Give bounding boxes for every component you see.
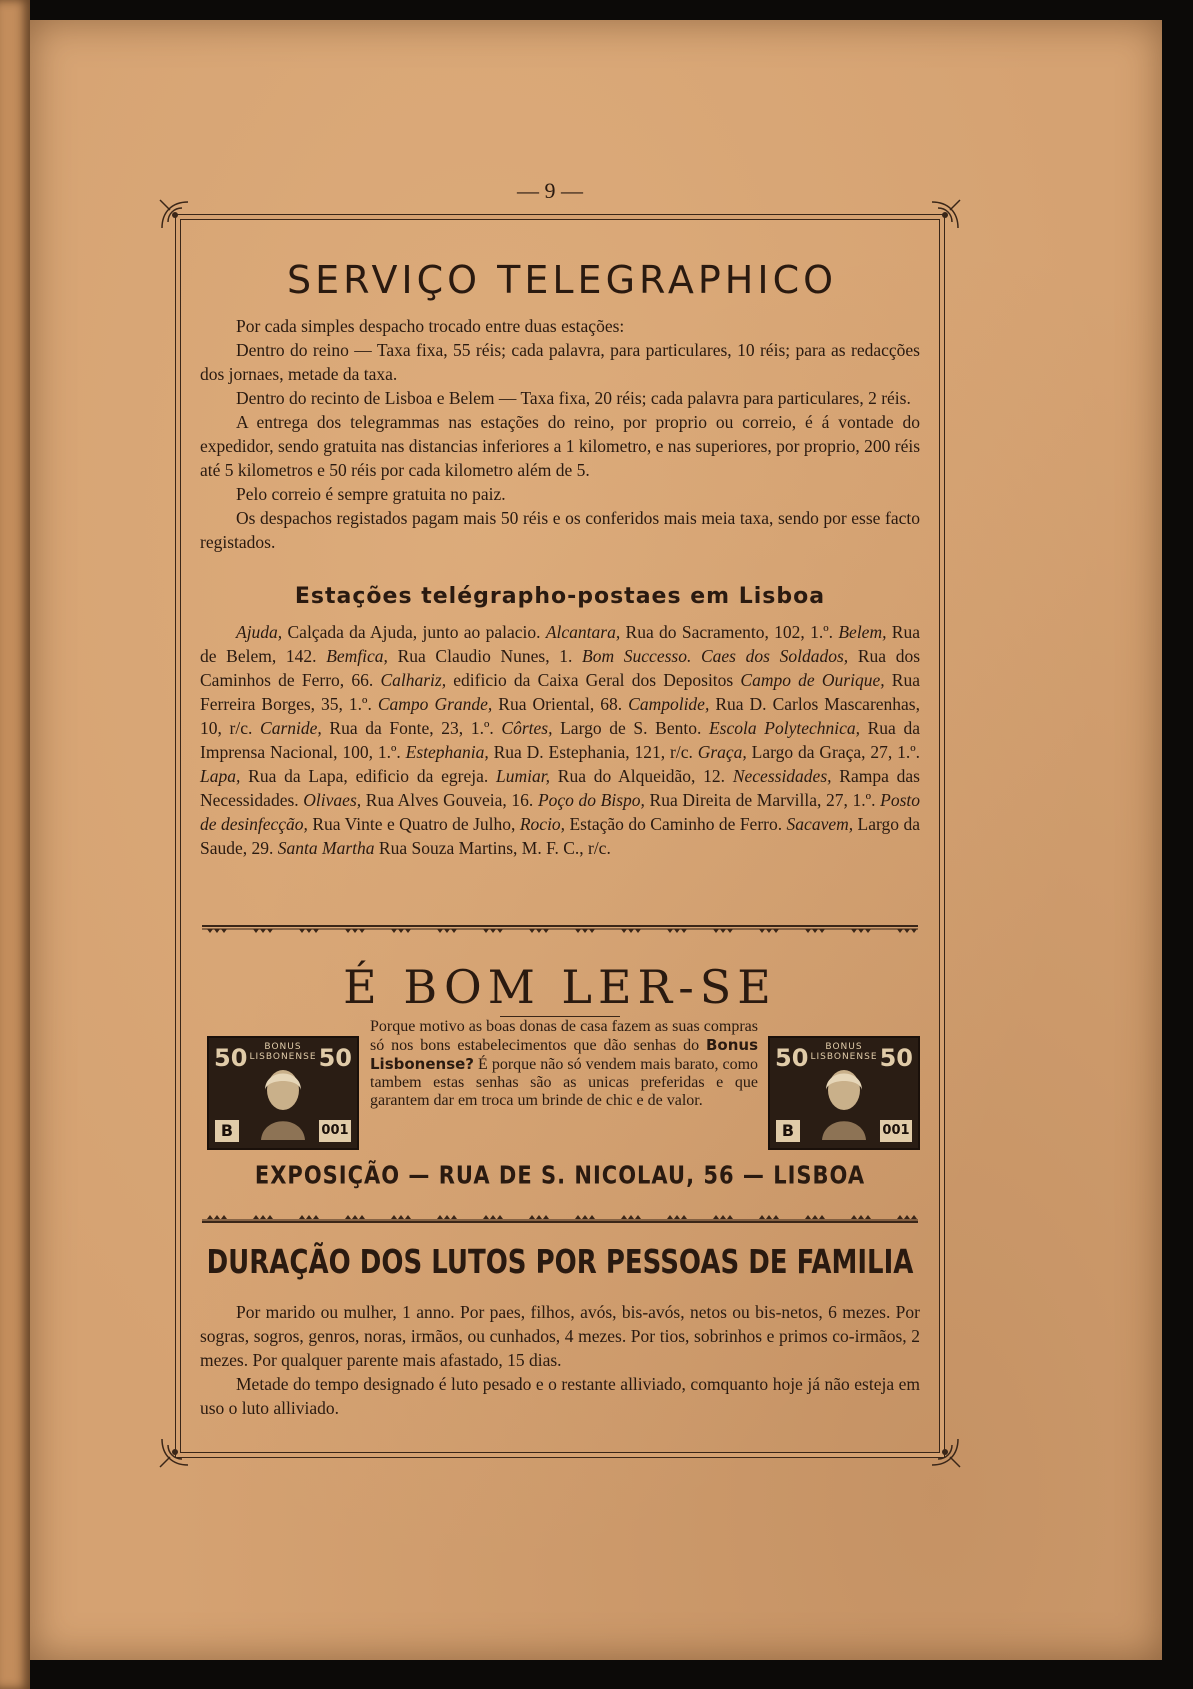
rule-ornament bbox=[589, 929, 595, 933]
corner-ornament-icon bbox=[928, 198, 962, 232]
station-name: Olivaes, bbox=[303, 790, 362, 810]
corner-ornament-icon bbox=[158, 198, 192, 232]
advert-text-before: Porque motivo as boas donas de casa fazem as suas compras só nos bons estabelecimentos que dão senhas do bbox=[370, 1018, 758, 1054]
rule-ornament bbox=[759, 1215, 765, 1219]
rule-ornament bbox=[681, 1215, 687, 1219]
section-title-stations: Estações telégrapho-postaes em Lisboa bbox=[294, 584, 826, 609]
rule-ornament bbox=[483, 929, 489, 933]
paragraph: Por marido ou mulher, 1 anno. Por paes, filhos, avós, bis-avós, netos ou bis-netos, 6 mezes. Por sogras, sogros, genros, noras, irmãos, ou cunhados, 4 mezes. Por tios, sobrinhos e primos co-irmãos, 2 mezes. Por qualquer parente mais afastado, 15 dias. bbox=[200, 1302, 920, 1370]
rule-ornament bbox=[713, 1215, 719, 1219]
rule-ornament bbox=[720, 929, 726, 933]
rule-ornament bbox=[536, 1215, 542, 1219]
rule-ornament bbox=[667, 1215, 673, 1219]
rule-ornament bbox=[582, 929, 588, 933]
decorative-rule bbox=[202, 925, 918, 933]
station-address: Rua Claudio Nunes, 1. bbox=[387, 646, 583, 666]
advert-title: É BOM LER-SE bbox=[343, 960, 777, 1014]
rule-ornament bbox=[681, 929, 687, 933]
paragraph: Metade do tempo designado é luto pesado e o restante alliviado, comquanto hoje já não esteja em uso o luto alliviado. bbox=[200, 1374, 920, 1418]
station-address: Calçada da Ajuda, junto ao palacio. bbox=[282, 622, 546, 642]
rule-ornament bbox=[635, 929, 641, 933]
rule-ornament bbox=[628, 929, 634, 933]
rule-ornament bbox=[253, 929, 259, 933]
rule-ornament bbox=[306, 1215, 312, 1219]
stamp-number: 001 bbox=[319, 1120, 351, 1142]
rule-ornament bbox=[437, 929, 443, 933]
stations-paragraph bbox=[200, 620, 920, 860]
station-address: Rua de Belem, 142. bbox=[200, 622, 920, 666]
station-name: Côrtes, bbox=[501, 718, 553, 738]
rule-ornament bbox=[851, 1215, 857, 1219]
rule-ornament bbox=[667, 929, 673, 933]
station-name: Belem, bbox=[838, 622, 887, 642]
rule-ornament bbox=[897, 1215, 903, 1219]
rule-ornament bbox=[674, 929, 680, 933]
rule-ornament bbox=[260, 929, 266, 933]
rule-ornament bbox=[207, 929, 213, 933]
station-name: Lumiar, bbox=[496, 766, 551, 786]
rule-ornament bbox=[858, 1215, 864, 1219]
rule-ornament bbox=[497, 1215, 503, 1219]
paragraph: Por cada simples despacho trocado entre duas estações: bbox=[236, 316, 625, 336]
rule-ornament bbox=[621, 929, 627, 933]
rule-ornament bbox=[490, 929, 496, 933]
station-address: Rua D. Estephania, 121, r/c. bbox=[488, 742, 698, 762]
rule-ornament bbox=[221, 929, 227, 933]
section-title-telegraph: SERVIÇO TELEGRAPHICO bbox=[286, 258, 838, 302]
rule-ornament bbox=[865, 929, 871, 933]
station-name: Carnide, bbox=[260, 718, 322, 738]
rule-ornament bbox=[713, 929, 719, 933]
station-address: Rua do Alqueidão, 12. bbox=[550, 766, 733, 786]
rule-ornament bbox=[444, 1215, 450, 1219]
rule-ornament bbox=[359, 929, 365, 933]
stamp-value: 50 bbox=[775, 1044, 809, 1072]
stamp-number: 001 bbox=[880, 1120, 912, 1142]
station-address: Rua do Sacramento, 102, 1.º. bbox=[620, 622, 839, 642]
rule-ornament bbox=[621, 1215, 627, 1219]
station-name: Bom Successo. Caes dos Soldados, bbox=[582, 646, 849, 666]
section-title-mourning: DURAÇÃO DOS LUTOS POR PESSOAS DE FAMILIA bbox=[206, 1244, 914, 1282]
rule-ornament bbox=[911, 929, 917, 933]
rule-ornament bbox=[805, 929, 811, 933]
rule-ornament bbox=[267, 1215, 273, 1219]
rule-ornament bbox=[759, 929, 765, 933]
telegraph-text bbox=[200, 314, 920, 554]
station-address: Rua Ferreira Borges, 35, 1.º. bbox=[200, 670, 920, 714]
rule-ornament bbox=[766, 929, 772, 933]
station-address: Rua dos Caminhos de Ferro, 66. bbox=[200, 646, 921, 690]
rule-ornament bbox=[720, 1215, 726, 1219]
corner-ornament-icon bbox=[158, 1435, 192, 1469]
rule-ornament bbox=[345, 929, 351, 933]
rule-ornament bbox=[904, 1215, 910, 1219]
rule-ornament bbox=[897, 929, 903, 933]
rule-ornament bbox=[306, 929, 312, 933]
paragraph: A entrega dos telegrammas nas estações do reino, por proprio ou correio, é á vontade do expedidor, sendo gratuita nas distancias inferiores a 1 kilometro, e nas superiores, por proprio, 200 réis até 5 kilometros e 50 réis por cada kilometro além de 5. bbox=[200, 412, 921, 480]
rule-ornament bbox=[858, 929, 864, 933]
rule-ornament bbox=[727, 1215, 733, 1219]
decorative-rule bbox=[202, 1215, 918, 1223]
station-address: Rua da Fonte, 23, 1.º. bbox=[321, 718, 502, 738]
rule-ornament bbox=[812, 929, 818, 933]
paragraph: Os despachos registados pagam mais 50 réis e os conferidos mais meia taxa, sendo por esse facto registados. bbox=[200, 508, 920, 552]
rule-ornament bbox=[497, 929, 503, 933]
rule-ornament bbox=[589, 1215, 595, 1219]
rule-ornament bbox=[207, 1215, 213, 1219]
rule-ornament bbox=[628, 1215, 634, 1219]
rule-ornament bbox=[773, 929, 779, 933]
rule-ornament bbox=[773, 1215, 779, 1219]
station-name: Campo Grande, bbox=[377, 694, 493, 714]
rule-ornament bbox=[674, 1215, 680, 1219]
mourning-text bbox=[200, 1300, 920, 1420]
rule-ornament bbox=[529, 1215, 535, 1219]
divider bbox=[500, 1016, 620, 1017]
binding-edge bbox=[0, 0, 30, 1689]
rule-ornament bbox=[398, 929, 404, 933]
station-name: Bemfica, bbox=[326, 646, 388, 666]
station-name: Graça, bbox=[697, 742, 747, 762]
rule-ornament bbox=[253, 1215, 259, 1219]
rule-ornament bbox=[904, 929, 910, 933]
station-address: Rua Vinte e Quatro de Julho, bbox=[307, 814, 520, 834]
station-name: Alcantara, bbox=[545, 622, 621, 642]
paragraph: Dentro do recinto de Lisboa e Belem — Taxa fixa, 20 réis; cada palavra para particulares, 2 réis. bbox=[236, 388, 911, 408]
rule-ornament bbox=[851, 929, 857, 933]
rule-ornament bbox=[352, 1215, 358, 1219]
rule-ornament bbox=[391, 1215, 397, 1219]
rule-ornament bbox=[635, 1215, 641, 1219]
station-address: Estação do Caminho de Ferro. bbox=[565, 814, 787, 834]
station-address: Rua Direita de Marvilla, 27, 1.º. bbox=[644, 790, 881, 810]
station-name: Santa Martha bbox=[277, 838, 375, 858]
rule-ornament bbox=[451, 929, 457, 933]
rule-ornament bbox=[766, 1215, 772, 1219]
portrait-icon bbox=[253, 1060, 313, 1140]
station-name: Posto de desinfecção, bbox=[200, 790, 921, 834]
station-address: Rua da Imprensa Nacional, 100, 1.º. bbox=[200, 718, 920, 762]
rule-ornament bbox=[819, 929, 825, 933]
rule-ornament bbox=[483, 1215, 489, 1219]
stamp-image bbox=[768, 1036, 920, 1150]
rule-ornament bbox=[299, 929, 305, 933]
rule-ornament bbox=[911, 1215, 917, 1219]
rule-ornament bbox=[812, 1215, 818, 1219]
station-name: Estephania, bbox=[405, 742, 489, 762]
advert-text-after: É porque não só vendem mais barato, como tambem estas senhas são as unicas preferidas e que garantem dar em troca um brinde de chic e de valor. bbox=[370, 1056, 759, 1109]
rule-ornament bbox=[490, 1215, 496, 1219]
page-number: — 9 — bbox=[517, 178, 583, 203]
rule-ornament bbox=[444, 929, 450, 933]
station-address: Largo da Graça, 27, 1.º. bbox=[746, 742, 921, 762]
rule-ornament bbox=[575, 929, 581, 933]
advert-brand: Bonus Lisbonense? bbox=[370, 1036, 759, 1073]
rule-ornament bbox=[391, 929, 397, 933]
station-name: Calhariz, bbox=[380, 670, 447, 690]
station-address: Rua Oriental, 68. bbox=[492, 694, 629, 714]
rule-ornament bbox=[313, 929, 319, 933]
rule-ornament bbox=[536, 929, 542, 933]
station-name: Sacavem, bbox=[786, 814, 854, 834]
rule-ornament bbox=[582, 1215, 588, 1219]
rule-ornament bbox=[575, 1215, 581, 1219]
rule-ornament bbox=[345, 1215, 351, 1219]
stamp-letter: B bbox=[215, 1120, 239, 1142]
rule-ornament bbox=[543, 929, 549, 933]
station-address: Rua Souza Martins, M. F. C., r/c. bbox=[374, 838, 611, 858]
rule-ornament bbox=[865, 1215, 871, 1219]
rule-ornament bbox=[267, 929, 273, 933]
rule-ornament bbox=[451, 1215, 457, 1219]
stamp-letter: B bbox=[776, 1120, 800, 1142]
stations-list bbox=[200, 620, 920, 860]
stamp-value: 50 bbox=[318, 1044, 352, 1072]
rule-ornament bbox=[260, 1215, 266, 1219]
stamp-value: 50 bbox=[214, 1044, 248, 1072]
station-name: Escola Polytechnica, bbox=[708, 718, 860, 738]
rule-ornament bbox=[529, 929, 535, 933]
station-name: Campolide, bbox=[628, 694, 710, 714]
rule-ornament bbox=[313, 1215, 319, 1219]
station-address: Rua Alves Gouveia, 16. bbox=[361, 790, 538, 810]
rule-ornament bbox=[819, 1215, 825, 1219]
station-address: Largo de S. Bento. bbox=[552, 718, 709, 738]
advert-text bbox=[370, 1018, 758, 1110]
stamp-value: 50 bbox=[879, 1044, 913, 1072]
rule-ornament bbox=[214, 929, 220, 933]
station-name: Rocio, bbox=[519, 814, 566, 834]
rule-ornament bbox=[398, 1215, 404, 1219]
station-name: Necessidades, bbox=[732, 766, 832, 786]
rule-ornament bbox=[359, 1215, 365, 1219]
rule-ornament bbox=[214, 1215, 220, 1219]
rule-ornament bbox=[405, 929, 411, 933]
station-address: edificio da Caixa Geral dos Depositos bbox=[446, 670, 741, 690]
paragraph: Dentro do reino — Taxa fixa, 55 réis; cada palavra, para particulares, 10 réis; para as redacções dos jornaes, metade da taxa. bbox=[200, 340, 920, 384]
rule-ornament bbox=[405, 1215, 411, 1219]
station-name: Poço do Bispo, bbox=[537, 790, 645, 810]
rule-ornament bbox=[352, 929, 358, 933]
station-address: Largo da Saude, 29. bbox=[200, 814, 920, 858]
rule-ornament bbox=[543, 1215, 549, 1219]
corner-ornament-icon bbox=[928, 1435, 962, 1469]
station-address: Rua D. Carlos Mascarenhas, 10, r/c. bbox=[200, 694, 920, 738]
paragraph: Pelo correio é sempre gratuita no paiz. bbox=[236, 484, 506, 504]
rule-ornament bbox=[221, 1215, 227, 1219]
stamp-arc-text: BONUS LISBONENSE bbox=[810, 1042, 878, 1062]
station-name: Ajuda, bbox=[236, 622, 283, 642]
exposition-address: EXPOSIÇÃO — RUA DE S. NICOLAU, 56 — LISBOA bbox=[254, 1160, 866, 1190]
station-address: Rampa das Necessidades. bbox=[200, 766, 920, 810]
station-address: Rua da Lapa, edificio da egreja. bbox=[240, 766, 497, 786]
rule-ornament bbox=[437, 1215, 443, 1219]
rule-ornament bbox=[299, 1215, 305, 1219]
stamp-arc-text: BONUS LISBONENSE bbox=[249, 1042, 317, 1062]
portrait-icon bbox=[814, 1060, 874, 1140]
station-name: Campo de Ourique, bbox=[740, 670, 885, 690]
stamp-image bbox=[207, 1036, 359, 1150]
station-name: Lapa, bbox=[200, 766, 241, 786]
rule-ornament bbox=[727, 929, 733, 933]
rule-ornament bbox=[805, 1215, 811, 1219]
